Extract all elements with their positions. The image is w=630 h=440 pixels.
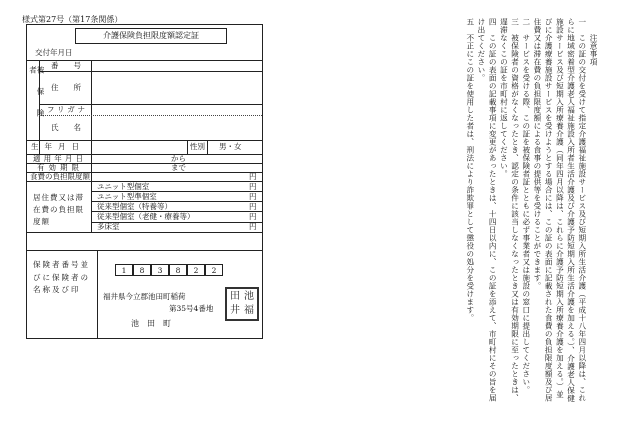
insurer-name: 池 田 町: [131, 319, 171, 328]
insurer-digit: 1: [115, 264, 133, 276]
notes-heading: 注意事項: [589, 34, 598, 66]
number-label: 番号: [51, 61, 81, 70]
sex-options: 男・女: [219, 142, 242, 151]
seal-glyph: 福: [244, 305, 254, 316]
food-limit-label: 食費の負担限度額: [30, 172, 90, 181]
grid-line: [187, 140, 188, 154]
birthdate-label: 生年月日: [31, 142, 79, 151]
residence-item-unit: 円: [249, 182, 257, 191]
grid-line: [39, 115, 262, 116]
grid-line: [207, 140, 208, 154]
residence-item-unit: 円: [249, 202, 257, 211]
residence-group-label: 居住費又は滞在費の負担限度額: [33, 193, 84, 226]
certificate-card: [26, 24, 263, 339]
insurer-digit: 8: [133, 264, 151, 276]
note-item: 三 被保険者の資格がなくなったとき、認定の条件に該当しなくなったとき又は有効期限に至ったときは、遅滞なくこの証を市町村に返してください。: [499, 18, 520, 402]
grid-line: [27, 250, 262, 251]
address-label: 住所: [51, 83, 81, 92]
seal-glyph: 池: [244, 291, 254, 302]
residence-item-label: ユニット型個室: [97, 182, 150, 191]
residence-item-label: 多床室: [97, 222, 120, 231]
insurer-digit: 2: [187, 264, 205, 276]
insurer-group-label: 保険者番号並びに保険者の名称及び印: [33, 260, 90, 294]
residence-item-unit: 円: [249, 212, 257, 221]
end-date-label: 有効期限: [37, 163, 79, 172]
insurer-address: 福井県今立郡池田町稲荷: [103, 292, 186, 301]
notes-panel: [283, 18, 601, 403]
insured-group-label: 被保険者: [28, 66, 45, 131]
note-item: 一 この証の交付を受けて指定介護福祉施設サービス及び短期入所生活介護（平成十八年四月以降は、これらに地域密着型介護老人福祉施設入所者生活介護及び介護予防短期入所生活介護を加える。）、介護老人保健施設サービス及び短期入所療養介護（同年四月以降は、これらに介護予防短期入所療養介護を加える。）並びに介護療養施設サービスを受けようとする場合には、この証の表面に記載された食費の負担限度額及び居住費又は滞在費の負担限度額による食事の提供等を受けることができます。: [532, 18, 587, 403]
name-label: 氏名: [51, 123, 81, 132]
note-item: 五 不正にこの証を使用した者は、刑法により詐欺罪として懲役の処分を受けます。: [465, 18, 475, 322]
furigana-label: フリガナ: [47, 105, 85, 114]
note-item: 四 この証の表面の記載事項に変更があったときは、十四日以内に、この証を添えて、市町村にその旨を届け出てください。: [476, 18, 498, 402]
certificate-title: 介護保険負担限度額認定証: [75, 28, 227, 44]
end-date-suffix: まで: [171, 163, 186, 172]
sex-label: 性別: [190, 142, 205, 151]
residence-item-label: ユニット型準個室: [97, 192, 157, 201]
residence-item-unit: 円: [249, 192, 257, 201]
grid-line: [27, 232, 262, 233]
start-date-suffix: から: [171, 154, 186, 163]
insurer-digit: 3: [151, 264, 169, 276]
insurer-digit: 2: [205, 264, 223, 276]
grid-line: [39, 71, 262, 72]
start-date-label: 適用年月日: [33, 154, 83, 163]
residence-item-label: 従来型個室（老健・療養等）: [97, 212, 195, 221]
residence-item-unit: 円: [249, 222, 257, 231]
grid-line: [27, 140, 262, 141]
grid-line: [97, 250, 98, 339]
issue-date-label: 交付年月日: [35, 48, 73, 57]
insurer-seal: [225, 287, 259, 321]
grid-line: [91, 60, 92, 232]
seal-glyph: 田: [230, 291, 240, 302]
insurer-digit: 8: [169, 264, 187, 276]
insurer-address-2: 第35号4番地: [169, 304, 214, 313]
form-number: 様式第27号（第17条関係）: [22, 15, 123, 24]
note-item: 二 サービスを受ける際、この証を被保険者証とともに必ず事業者又は施設の窓口に提出してください。: [521, 18, 531, 394]
food-limit-unit: 円: [249, 172, 257, 181]
residence-item-label: 従来型個室（特養等）: [97, 202, 172, 211]
seal-glyph: 井: [230, 305, 240, 316]
